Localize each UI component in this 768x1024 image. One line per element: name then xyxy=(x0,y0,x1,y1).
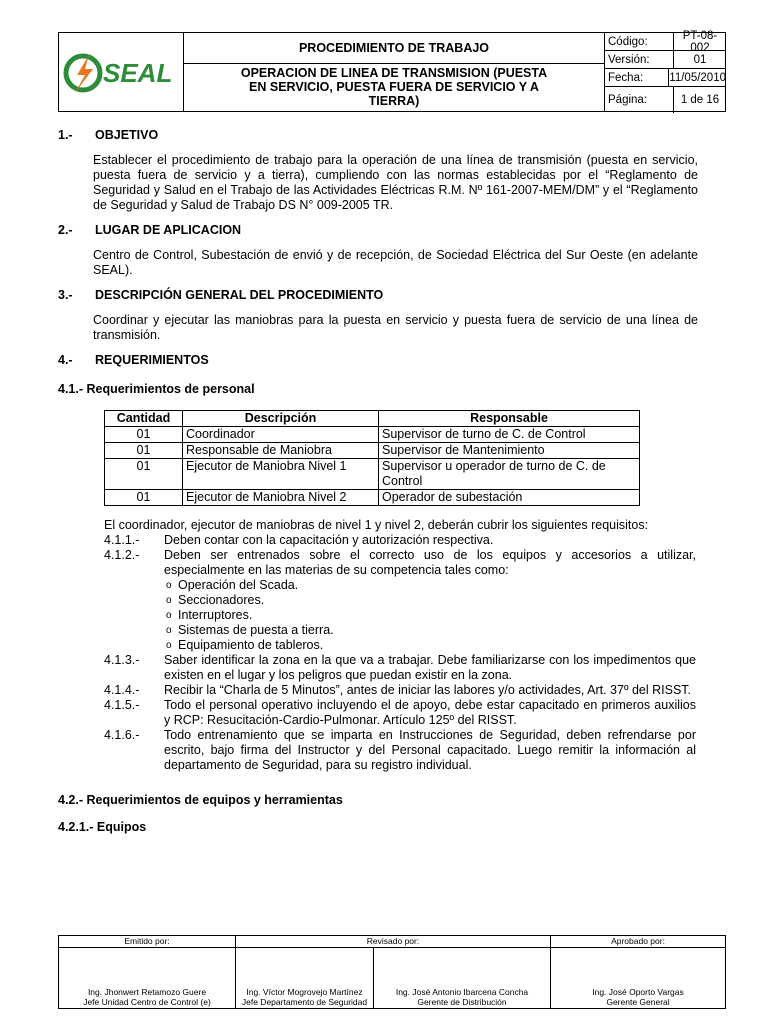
section-heading-3 xyxy=(58,288,698,303)
signer-emitted xyxy=(59,948,236,1009)
list-item xyxy=(104,548,696,578)
logo-text: SEAL xyxy=(103,58,173,88)
signer-role: Jefe Departamento de Seguridad xyxy=(241,997,368,1007)
item-number: 4.1.3.- xyxy=(104,653,140,667)
meta-value: 11/05/2010 xyxy=(669,71,726,84)
column-header: Cantidad xyxy=(105,411,183,427)
meta-key: Versión: xyxy=(605,51,674,68)
table-row xyxy=(105,490,640,506)
procedure-title xyxy=(184,64,604,112)
item-text: Todo entrenamiento que se imparta en Instrucciones de Seguridad, deben refrendarse por escrito, bajo firma del Instructor y del Personal capacitado. Luego remitir la información al departamento de Seguridad, para su registro individual. xyxy=(164,728,696,772)
meta-value: 1 de 16 xyxy=(680,94,720,106)
meta-key: Código: xyxy=(605,33,674,50)
meta-version xyxy=(605,51,726,69)
bullet-icon: o xyxy=(166,595,172,606)
meta-value: 01 xyxy=(693,53,707,66)
item-number: 4.1.4.- xyxy=(104,683,140,697)
title-line-2: EN SERVICIO, PUESTA FUERA DE SERVICIO Y A xyxy=(249,80,539,94)
bullet-icon: o xyxy=(166,625,172,636)
table-cell: 01 xyxy=(105,443,183,459)
section-title: DESCRIPCIÓN GENERAL DEL PROCEDIMIENTO xyxy=(95,288,384,302)
item-text: Deben ser entrenados sobre el correcto uso de los equipos y accesorios a utilizar, especialmente en las materias de su competencia tales como: xyxy=(164,548,696,577)
personnel-table xyxy=(104,410,640,506)
document-header xyxy=(58,29,726,112)
section-text-2: Centro de Control, Subestación de envió y de recepción, de Sociedad Eléctrica del Sur Oeste (en adelante SEAL). xyxy=(93,248,698,277)
bullet-item xyxy=(166,608,696,623)
signer-name: Ing. José Antonio Ibarcena Concha xyxy=(395,987,529,997)
document-meta xyxy=(605,29,726,111)
bullet-item xyxy=(166,578,696,593)
table-row xyxy=(105,427,640,443)
meta-page xyxy=(605,87,726,113)
table-row xyxy=(105,443,640,459)
table-cell: Supervisor de turno de C. de Control xyxy=(379,427,640,443)
footer-signers-row xyxy=(59,948,725,1009)
table-cell: Ejecutor de Maniobra Nivel 2 xyxy=(183,490,379,506)
subsection-heading-4-1: 4.1.- Requerimientos de personal xyxy=(58,382,255,396)
item-number: 4.1.2.- xyxy=(104,548,140,562)
signer-reviewed-1 xyxy=(236,948,374,1009)
company-logo xyxy=(59,33,184,111)
table-cell: Operador de subestación xyxy=(379,490,640,506)
table-cell: 01 xyxy=(105,490,183,506)
document-body xyxy=(58,128,698,835)
signer-name: Ing. Víctor Mogrovejo Martínez xyxy=(246,987,363,997)
approved-by-label: Aprobado por: xyxy=(611,936,665,946)
bullet-icon: o xyxy=(166,580,172,591)
item-text: Saber identificar la zona en la que va a trabajar. Debe familiarizarse con los impedimentos que existen en el lugar y los peligros que puedan existir en la zona. xyxy=(164,653,696,682)
section-text-1: Establecer el procedimiento de trabajo para la operación de una línea de transmisión (puesta en servicio, puesta fuera de servicio y a tierra), cumpliendo con las normas establecidas por el “Reglamento de Seguridad y Salud en el Trabajo de las Actividades Eléctricas R.M. Nº 161-2007-MEM/DM” y el “Reglamento de Seguridad y Salud de Trabajo DS N° 009-2005 TR. xyxy=(93,153,698,212)
signer-reviewed-2 xyxy=(374,948,551,1009)
bullet-text: Seccionadores. xyxy=(178,593,265,607)
table-cell: 01 xyxy=(105,459,183,490)
list-item xyxy=(104,533,696,548)
signer-role: Gerente General xyxy=(606,997,670,1007)
signer-role: Jefe Unidad Centro de Control (e) xyxy=(83,997,211,1007)
reviewed-by-label: Revisado por: xyxy=(236,936,551,947)
bullet-text: Sistemas de puesta a tierra. xyxy=(178,623,334,637)
approval-footer xyxy=(58,935,726,1009)
requirements-intro: El coordinador, ejecutor de maniobras de nivel 1 y nivel 2, deberán cubrir los siguientes requisitos: xyxy=(104,518,649,532)
section-title: REQUERIMIENTOS xyxy=(95,353,209,367)
item-number: 4.1.1.- xyxy=(104,533,140,547)
meta-date xyxy=(605,69,726,87)
bullet-item xyxy=(166,623,696,638)
bullet-text: Operación del Scada. xyxy=(178,578,299,592)
item-number: 4.1.5.- xyxy=(104,698,140,712)
section-heading-2 xyxy=(58,223,698,238)
bullet-text: Equipamiento de tableros. xyxy=(178,638,324,652)
section-number: 4.- xyxy=(58,353,73,367)
meta-key: Página: xyxy=(605,87,674,113)
section-number: 2.- xyxy=(58,223,73,237)
section-number: 1.- xyxy=(58,128,73,142)
section-text-3: Coordinar y ejecutar las maniobras para la puesta en servicio y puesta fuera de servicio de una línea de transmisión. xyxy=(93,313,698,342)
bullet-item xyxy=(166,593,696,608)
meta-code xyxy=(605,29,726,54)
list-item xyxy=(104,698,696,728)
item-text: Deben contar con la capacitación y autorización respectiva. xyxy=(164,533,494,547)
table-cell: Ejecutor de Maniobra Nivel 1 xyxy=(183,459,379,490)
seal-logo-icon xyxy=(59,33,183,111)
bullet-icon: o xyxy=(166,640,172,651)
item-number: 4.1.6.- xyxy=(104,728,140,742)
procedure-label: PROCEDIMIENTO DE TRABAJO xyxy=(184,33,604,64)
signer-role: Gerente de Distribución xyxy=(417,997,507,1007)
signer-name: Ing. Jhonwert Retamozo Guere xyxy=(87,987,207,997)
list-item xyxy=(104,683,696,698)
bullet-text: Interruptores. xyxy=(178,608,253,622)
subsection-heading-4-2: 4.2.- Requerimientos de equipos y herramientas xyxy=(58,793,343,807)
bullet-icon: o xyxy=(166,610,172,621)
table-cell: Responsable de Maniobra xyxy=(183,443,379,459)
bullet-item xyxy=(166,638,696,653)
header-title-block xyxy=(184,33,605,111)
list-item xyxy=(104,653,696,683)
section-number: 3.- xyxy=(58,288,73,302)
table-cell: Coordinador xyxy=(183,427,379,443)
item-text: Recibir la “Charla de 5 Minutos”, antes de iniciar las labores y/o actividades, Art. 37º del RISST. xyxy=(164,683,692,697)
table-row xyxy=(105,459,640,490)
title-line-3: TIERRA) xyxy=(368,94,420,108)
signer-name: Ing. José Oporto Vargas xyxy=(592,987,684,997)
meta-value: PT-08-002 xyxy=(682,29,718,54)
section-title: LUGAR DE APLICACION xyxy=(95,223,242,237)
requirements-list xyxy=(104,518,696,773)
subsection-heading-4-2-1: 4.2.1.- Equipos xyxy=(58,820,147,834)
footer-header-row xyxy=(59,936,725,948)
list-item xyxy=(104,728,696,773)
table-header-row xyxy=(105,411,640,427)
table-cell: 01 xyxy=(105,427,183,443)
signer-approved xyxy=(551,948,725,1009)
section-heading-1 xyxy=(58,128,698,143)
title-line-1: OPERACION DE LINEA DE TRANSMISION (PUESTA xyxy=(240,66,548,80)
column-header: Descripción xyxy=(183,411,379,427)
emitted-by-label: Emitido por: xyxy=(59,936,236,947)
item-text: Todo el personal operativo incluyendo el de apoyo, debe estar capacitado en primeros auxilios y RCP: Resucitación-Cardio-Pulmonar. Artículo 125º del RISST. xyxy=(164,698,696,727)
column-header: Responsable xyxy=(379,411,640,427)
meta-key: Fecha: xyxy=(605,69,669,86)
table-cell: Supervisor de Mantenimiento xyxy=(379,443,640,459)
section-title: OBJETIVO xyxy=(95,128,159,142)
section-heading-4 xyxy=(58,353,698,368)
table-cell: Supervisor u operador de turno de C. de Control xyxy=(379,459,640,490)
